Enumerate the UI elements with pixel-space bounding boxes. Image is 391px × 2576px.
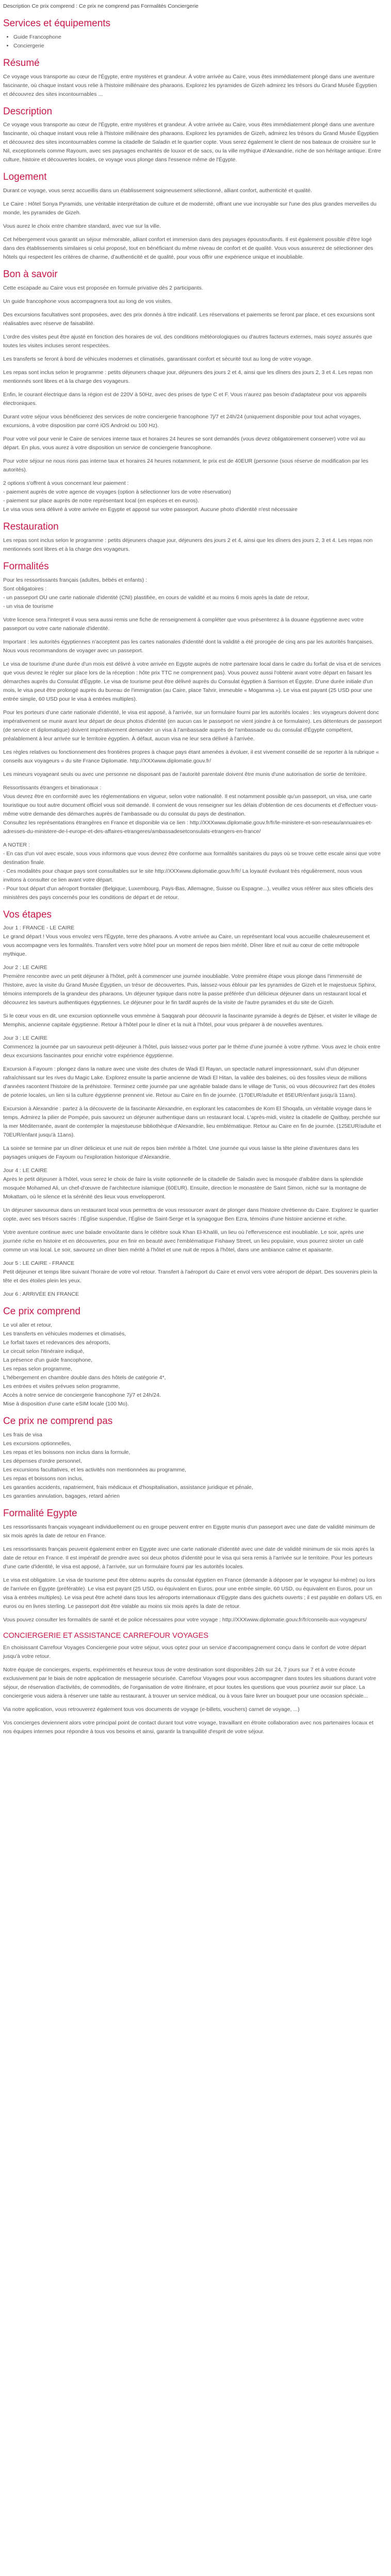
section-title-prix-ne-comprend: Ce prix ne comprend pas <box>3 1416 113 1427</box>
conciergerie-text-2: Notre équipe de concierges, experts, expérimentés et heureux tous de votre destination sont disponibles 24h sur 24, 7 jours sur 7 et à votre écoute exclusivement par le biais de notre application de messagerie sécurisée. Carrefour Voyages pour vous accompagner dans toutes les situations durant votre séjour, de réservation d'activités, de commodités, de l'organisation de votre itinéraire, et pour toutes les questions que vous pourriez avoir sur place. La conciergerie vous aidera à réserver une table au restaurant, à trouver un service médical, ou à vous faire livrer un bouquet pour une occasion spéciale... <box>3 1667 377 1700</box>
formalite-egypte-text-3: Le visa est obligatoire. Le visa de tourisme peut être obtenu auprès du consulat égyptien en France (demande à déposer par le voyageur lui-même) ou lors de l'arrivée en Égypte (préférable). Le visa est payant (25 USD, ou équivalent en Euros, pour une entrée simple, 60 USD, ou équivalent en Euros, pour un visa à entrées multiples). Le visa peut être acheté dans tous les aéroports internationaux d'Egypte dans des guichets ouverts ; il est payable en dollars US, en euros ou en livres sterling. Le passeport doit être valable au moins six mois après la date de retour. <box>3 1577 382 1609</box>
section-title-conciergerie: CONCIERGERIE ET ASSISTANCE CARREFOUR VOYAGES <box>3 1631 209 1640</box>
day3-text-4: La soirée se termine par un dîner délicieux et une nuit de repos bien méritée à l'hôtel. Une journée qui vous laisse la tête pleine d'aventures dans les paysages uniques de Fayoum ou l'exploration historique d'Alexandrie. <box>3 1145 359 1161</box>
day4-text-2: Un déjeuner savoureux dans un restaurant local vous permettra de vous ressourcer avant de plonger dans l'histoire chrétienne du Caire. Explorez le quartier copte, avec ses trésors sacrés : l'Église suspendue, l'Église de Saint-Serge et la synagogue Ben Ezra, témoins d'une histoire ancienne et riche. <box>3 1207 379 1223</box>
formalites-text-8: Pour les porteurs d'une carte nationale d'identité, le visa est apposé, à l'arrivée, sur un formulaire fourni par les autorités locales : les voyageurs doivent donc impérativement se munir avant leur départ de deux photos d'identité (en aucun cas le passeport ne vient joindre à ce formulaire). Les détenteurs de passeport (de service et diplomatique) doivent impérativement demander un visa à l'ambassade auprès de l'ambassade ou du consulat d'Égypte compétent, préalablement à leur arrivée sur le territoire égyptien. À défaut, aucun visa ne leur sera délivré à l'arrivée. <box>3 709 382 742</box>
formalite-egypte-text-4: Vous pouvez consulter les formalités de santé et de police nécessaires pour votre voyage : http://XXXwww.diplomatie.gouv.fr/fr/conseils-aux-voyageurs/ <box>3 1616 367 1623</box>
day4-title: Jour 4 : LE CAIRE <box>3 1167 47 1174</box>
list-item: Le vol aller et retour, <box>3 1322 53 1329</box>
day2-text-1: Première rencontre avec un petit déjeuner à l'hôtel, prêt à commencer une journée inoubliable. Votre première étape vous plonge dans l'immensité de l'histoire, avec la visite du Grand Musée Égyptien, un trésor de découvertes. Puis, laissez-vous éblouir par les pyramides de Gizeh et le majestueux Sphinx, témoins intemporels de la grandeur des pharaons. Un déjeuner typique dans notre la passe préférée d'un délicieux déjeuner dans un restaurant local et découvrez les saveurs authentiques égyptiennes. Le déjeuner pour le fin tardif auprès de la visite de l'autre pyramides et du site de Gizeh. <box>3 973 377 1006</box>
list-item: Les repas et les boissons non inclus dans la formule, <box>3 1449 131 1455</box>
day5-text: Petit déjeuner et temps libre suivant l'horaire de votre vol retour. Transfert à l'aéroport du Caire et envol vers votre aéroport de départ. Des souvenirs plein la tête et des étoiles plein les yeux. <box>3 1269 378 1284</box>
list-item: Le forfait taxes et redevances des aéroports, <box>3 1340 110 1346</box>
bon-a-savoir-text-4: L'ordre des visites peut être ajusté en fonction des horaires de vol, des conditions météorologiques ou d'autres facteurs externes, mais soyez assurés que toutes les visites incluses seront respectées. <box>3 333 372 349</box>
section-title-logement: Logement <box>3 172 47 183</box>
list-item: Accès à notre service de conciergerie francophone 7j/7 et 24h/24. <box>3 1392 161 1399</box>
restauration-text: Les repas sont inclus selon le programme : petits déjeuners chaque jour, déjeuners des jours 2 et 4, ainsi que les dîners des jours 2, 3 et 4. Les repas non mentionnés sont libres et à la charge des voyageurs. <box>3 537 373 552</box>
formalites-text-10: Les mineurs voyageant seuls ou avec une personne ne disposant pas de l'autorité parentale doivent être munis d'une autorisation de sortie de territoire. <box>3 771 367 777</box>
formalites-text-13: Consultez les représentations étrangères en France et disponible via ce lien : http://XXXwww.diplomatie.gouv.fr/fr/le-ministere-et-son-reseau/annuaires-et-adresses-du-ministere-de-l-europe-et-des-affaires-etrangeres/ambassadesetconsulats-etrangers-en-france/ <box>3 819 372 835</box>
formalites-text-11: Ressortissants étrangers et binationaux : <box>3 784 102 791</box>
tab-links: Description Ce prix comprend : Ce prix ne comprend pas Formalités Conciergerie <box>3 3 199 9</box>
formalites-text-2: Sont obligatoires : <box>3 585 47 592</box>
services-item-guide: • Guide Francophone <box>13 33 382 42</box>
formalites-text-9: Les règles relatives ou fonctionnement des frontières propres à chaque pays étant amenées à évoluer, il est vivement conseillé de se reporter à la rubrique « conseils aux voyageurs » du site France Diplomatie. http://XXXwww.diplomatie.gouv.fr/ <box>3 749 379 764</box>
formalites-text-7: Le visa de tourisme d'une durée d'un mois est délivré à votre arrivée en Egypte auprès de notre partenaire local dans le cadre du forfait de visa et de services que vous devrez le régler sur place lors de la réception : hôte prix TTC ne comprennent pas). Vous pouvez aussi l'obtenir avant votre départ en faisant les démarches auprès du Consulat d'Égypte. Le visa de tourisme peut être délivré auprès du Consulat égyptien à Sarrison et Égypte. D'une durée initiale d'un mois, le visa peut être prolongé auprès du bureau de l'immigration (au Caire, place Tahrir, immeuble « Mogamma »). Le visa est payant (25 USD pour une entrée simple, 60 USD pour le visa à entrées multiples). <box>3 660 381 702</box>
logement-text-4: Cet hébergement vous garantit un séjour mémorable, alliant confort et immersion dans des paysages époustouflants. Il est également possible d'être logé dans des établissements similaires si celui proposé, tout en bénéficiant du même niveau de confort et de qualité. Vous vous assurerez de sélectionner des hôtels qui respectent les critères de charme, d'authenticité et de qualité, pour vous offrir une expérience unique et inoubliable. <box>3 236 373 261</box>
formalites-text-4: - un visa de tourisme <box>3 603 54 609</box>
bon-a-savoir-text-1: Cette escapade au Caire vous est proposée en formule privative dès 2 participants. <box>3 284 203 291</box>
day2-text-2: Si le cœur vous en dit, une excursion optionnelle vous emmène à Saqqarah pour découvrir la fascinante pyramide à degrés de Djéser, et visiter le village de Memphis, ancienne capitale égyptienne. Retour à l'hôtel pour le dîner et la nuit à l'hôtel, pour vous préparer à de nouvelles aventures. <box>3 1013 377 1028</box>
list-item: Les transferts en véhicules modernes et climatisés, <box>3 1331 126 1337</box>
day3-text-3: Excursion à Alexandrie : partez à la découverte de la fascinante Alexandrie, en explorant les catacombes de Kom El Shoqafa, un véritable voyage dans le temps. Admirez la pilier de Pompée, puis savourez un déjeuner authentique dans un restaurant local. L'après-midi, visitez la citadelle de Qaitbay, perchée sur la mer Méditerranée, avant de contempler la majestueuse bibliothèque d'Alexandrie, lieu emblématique. Retour au Caire en fin de journée. (125EUR/adulte et 70EUR/enfant jusqu'à 11ans). <box>3 1106 381 1139</box>
formalites-text-14: A NOTER : <box>3 841 30 848</box>
bon-a-savoir-text-13: - paiement sur place auprès de notre représentant local (en espèces et en euros). <box>3 497 199 504</box>
bon-a-savoir-text-2: Un guide francophone vous accompagnera tout au long de vos visites. <box>3 298 172 304</box>
list-item: Le circuit selon l'itinéraire indiqué, <box>3 1348 85 1355</box>
section-title-services: Services et équipements <box>3 18 111 29</box>
day1-title: Jour 1 : FRANCE - LE CAIRE <box>3 925 75 931</box>
formalites-text-1: Pour les ressortissants français (adultes, bébés et enfants) : <box>3 577 147 583</box>
day5-title: Jour 5 : LE CAIRE - FRANCE <box>3 1260 75 1267</box>
section-title-prix-comprend: Ce prix comprend <box>3 1306 80 1317</box>
bon-a-savoir-text-11: 2 options s'offrent à vous concernant leur paiement : <box>3 480 129 486</box>
day6-title: Jour 6 : ARRIVÉE EN FRANCE <box>3 1291 79 1298</box>
conciergerie-text-4: Vos concierges deviennent alors votre principal point de contact durant tout votre voyage, travaillant en étroite collaboration avec nos partenaires locaux et nos équipes internes pour répondre à tous vos besoins et ainsi, garantir la tranquillité d'esprit de votre séjour. <box>3 1720 373 1735</box>
day3-title: Jour 3 : LE CAIRE <box>3 1035 47 1042</box>
list-item: L'hébergement en chambre double dans des hôtels de catégorie 4*, <box>3 1375 166 1381</box>
section-title-etapes: Vos étapes <box>3 909 52 920</box>
services-item-concierge: • Conciergerie <box>13 42 382 50</box>
section-title-restauration: Restauration <box>3 521 59 532</box>
day4-text-3: Votre aventure continue avec une balade envoûtante dans le célèbre souk Khan El-Khalili, un lieu où l'effervescence est inoubliable. Le soir, après une journée riche en histoire et en découvertes, pour en finir en beauté avec l'emblématique Fishawy Street, un lieu populaire, vous pourrez siroter un café comme un vrai local. Le soir, savourez un dîner bien mérité à l'hôtel et une nuit de repos à l'hôtel, dans une ambiance calme et apaisante. <box>3 1229 364 1253</box>
conciergerie-text-3: Via notre application, vous retrouverez également tous vos documents de voyage (e-billets, vouchers) carnet de voyage, ...) <box>3 1706 300 1713</box>
list-item: Les excursions facultatives, et les activités non mentionnées au programme, <box>3 1466 186 1473</box>
section-title-bon-a-savoir: Bon à savoir <box>3 269 58 280</box>
day2-title: Jour 2 : LE CAIRE <box>3 964 47 971</box>
list-item: Mise à disposition d'une carte eSIM locale (100 Mo). <box>3 1401 129 1408</box>
bon-a-savoir-text-9: Pour votre vol pour venir le Caire de services interne taux et horaires 24 heures se sont demandés (vous devez obligatoirement conserver) votre vol au départ. En plus, vous aurez à votre disposition un service de conciergerie francophone. <box>3 435 366 451</box>
formalites-text-12: Vous devrez être en conformité avec les réglementations en vigueur, selon votre nationalité. Il est notamment possible qu'un passeport, un visa, une carte touristique ou tout autre document officiel vous soit demandé. Il convient de vous renseigner sur les délais d'obtention de ces documents et d'effectuer vous-même votre demande des démarches auprès de l'ambassade ou du consulat du pays de destination. <box>3 793 378 817</box>
day3-text-1: Commencez la journée par un savoureux petit-déjeuner à l'hôtel, puis laissez-vous porter par le thème d'une journée à votre rythme. Vous avez le choix entre deux excursions fascinantes pour enrichir votre expérience égyptienne. <box>3 1044 381 1059</box>
section-title-formalites: Formalités <box>3 561 49 572</box>
formalite-egypte-text-2: Les ressortissants français peuvent également entrer en Egypte avec une carte nationale d'identité avec une date de validité minimum de six mois après la date de retour en France. Il est impératif de prendre avec soi deux photos d'identité pour le visa qui sera remis à l'arrivée sur le territoire. Pour les porteurs d'une carte d'identité, le visa est apposé, à l'arrivée, sur un formulaire fourni par les autorités locales. <box>3 1546 374 1570</box>
section-title-description: Description <box>3 106 53 117</box>
day4-text-1: Après le petit déjeuner à l'hôtel, vous serez le choix de faire la visite optionnelle de la citadelle de Saladin avec la mosquée d'albâtre dans la splendide mosquée Mohamed Ali, un chef-d'œuvre de l'architecture islamique (60EUR). Ensuite, direction le monastère de Saint Simon, niché sur la montagne de Mokattam, où le silence et la sérénité des lieux vous envelopperont. <box>3 1176 367 1200</box>
list-item: Les repas et boissons non inclus, <box>3 1475 84 1482</box>
day3-text-2: Excursion à Fayoum : plongez dans la nature avec une visite des chutes de Wadi El Rayan, un spectacle naturel impressionnant, suivi d'un déjeuner rafraîchissant sur les rives du Magic Lake. Explorez ensuite la partie ancienne de Wadi El Hitan, la vallée des baleines, où des fossiles vieux de millions d'années racontent l'histoire de la préhistoire. Terminez cette journée par une agréable balade dans le village de Tunis, où vous découvrirez l'art des étoiles de poterie locales, un lien si la culture égyptienne prennent vie. Retour au Caire en fin de journée. (170EUR/adulte et 85EUR/enfant jusqu'à 11ans). <box>3 1066 375 1099</box>
conciergerie-text-1: En choisissant Carrefour Voyages Conciergerie pour votre séjour, vous optez pour un service d'accompagnement conçu dans le confort de votre départ jusqu'à votre retour. <box>3 1645 366 1660</box>
list-item: Les garanties annulation, bagages, retard aérien <box>3 1493 120 1499</box>
bon-a-savoir-text-3: Des excursions facultatives sont proposées, avec des prix donnés à titre indicatif. Les réservations et paiements se feront par place, et ces excursions sont réalisables avec réserve de faisabilité. <box>3 311 375 327</box>
formalite-egypte-text-1: Les ressortissants français voyageant individuellement ou en groupe peuvent entrer en Egypte munis d'un passeport avec une date de validité minimum de six mois après la date de retour en France. <box>3 1523 376 1539</box>
list-item: Les excursions optionnelles, <box>3 1440 71 1447</box>
list-item: Les repas selon programme, <box>3 1366 72 1372</box>
bon-a-savoir-text-6: Les repas sont inclus selon le programme : petits déjeuners chaque jour, déjeuners des jours 2 et 4, ainsi que les dîners des jours 2, 3 et 4. Les repas non mentionnés sont libres et à la charge des voyageurs. <box>3 369 373 384</box>
list-item: Les entrées et visites prévues selon programme, <box>3 1383 120 1390</box>
list-item: Les dépenses d'ordre personnel, <box>3 1458 82 1464</box>
formalites-text-3: - un passeport OU une carte nationale d'identité (CNI) plastifiée, en cours de validité et au moins 6 mois après la date de retour, <box>3 594 309 601</box>
list-item: Les garanties accidents, rapatriement, frais médicaux et d'hospitalisation, assistance juridique et pénale, <box>3 1484 253 1490</box>
bon-a-savoir-text-8: Durant votre séjour vous bénéficierez des services de notre conciergerie francophone 7j/7 et 24h/24 (uniquement disponible pour tout achat voyages, excursions, à votre disposition par corré iOS Android ou 100 Hz). <box>3 413 362 429</box>
formalites-text-6: Important : les autorités égyptiennes n'acceptent pas les cartes nationales d'identité dont la validité a été prorogée de cinq ans par les autorités françaises. Nous vous recommandons de voyager avec un passeport. <box>3 638 373 654</box>
section-title-resume: Résumé <box>3 57 40 69</box>
prix-comprend-list <box>3 1321 382 1409</box>
bon-a-savoir-text-10: Pour votre séjour ne nous rions pas interne taux et horaires 24 heures notamment, le prix est de 40EUR (personne (sous réserve de modification par les autorités). <box>3 457 368 473</box>
list-item: Les frais de visa <box>3 1431 42 1438</box>
formalites-text-17: - Pour tout départ d'un aéroport frontalier (Belgique, Luxembourg, Pays-Bas, Allemagne, Suisse ou Espagne...), veuillez vous référer aux sites officiels des ministères des pays concernés pour les conditions de départ et de retour. <box>3 885 373 901</box>
formalites-text-5: Votre licence sera l'interpret il vous sera aussi remis une fiche de renseignement à compléter que vous présenterez à la douane égyptienne avec votre passeport ou votre carte nationale d'identité. <box>3 616 364 632</box>
formalites-text-15: - En cas d'un vol avec escale, sous vous informons que vous devrez être conforme aux formalités sanitaires du pays où se trouve cette escale ainsi que votre destination finale. <box>3 850 381 866</box>
resume-text: Ce voyage vous transporte au cœur de l'Égypte, entre mystères et grandeur. À votre arrivée au Caire, vous êtes immédiatement plongé dans une aventure fascinante, où chaque instant vous relie à l'histoire millénaire des pharaons. Explorez les pyramides de Gizeh admirez les trésors du Grand Musée Égyptien et découvrez des sites incontournables ... <box>3 73 377 97</box>
prix-ne-comprend-list <box>3 1431 382 1501</box>
logement-text-2: Le Caire : Hôtel Sonya Pyramids, une véritable interprétation de culture et de modernité, offrant une vue incroyable sur l'une des plus grandes merveilles du monde, les pyramides de Gizeh. <box>3 201 377 216</box>
bon-a-savoir-text-14: Le visa vous sera délivré à votre arrivée en Egypte et apposé sur votre passeport. Aucune photo d'identité n'est nécessaire <box>3 506 298 513</box>
section-title-formalite-egypte: Formalité Egypte <box>3 1507 77 1519</box>
description-text: Ce voyage vous transporte au cœur de l'Égypte, entre mystères et grandeur. À votre arrivée au Caire, vous êtes immédiatement plongé dans une aventure fascinante, où chaque instant vous relie à l'histoire millénaire des pharaons. Explorez les pyramides de Gizeh, admirez les trésors du Grand Musée Égyptien et découvrez des sites incontournables comme la citadelle de Saladin et le quartier copte. Vous serez également le client de nos bateaux de croisière sur le Nil, exceptionnels comme Rayoum, avec ses paysages enchantés de louxor et de sacs, ou la ville mythique d'Alexandrie, riche de son héritage antique. Entre culture, histoire et découvertes locales, ce voyage vous plonge dans l'essence même de l'Égypte. <box>3 122 381 163</box>
bon-a-savoir-text-7: Enfin, le courant électrique dans la région est de 220V à 50Hz, avec des prises de type C et F. Vous n'aurez pas besoin d'adaptateur pour vos appareils électroniques. <box>3 391 367 406</box>
services-list <box>3 33 382 50</box>
list-item: La présence d'un guide francophone, <box>3 1357 93 1364</box>
logement-text-1: Durant ce voyage, vous serez accueillis dans un établissement soigneusement sélectionné, alliant confort, authenticité et qualité. <box>3 188 312 194</box>
formalites-text-16: - Ces modalités pour chaque pays sont consultables sur le site http://XXXwww.diplomatie.gouv.fr/fr/ La loyauté évoluant très régulièrement, nous vous invitons à consulter ce lien avant votre départ. <box>3 868 363 883</box>
logement-text-3: Vous aurez le choix entre chambre standard, avec vue sur la ville. <box>3 223 161 230</box>
day1-text: Le grand départ ! Vous vous envolez vers l'Égypte, terre des pharaons. A votre arrivée au Caire, un représentant local vous accueille chaleureusement et vous accompagne vers les formalités. Transfert vers votre hôtel pour un moment de repos bien mérité. Dîner libre et nuit au cœur de cette métropole mythique. <box>3 934 370 958</box>
bon-a-savoir-text-5: Les transferts se feront à bord de véhicules modernes et climatisés, garantissant confort et sécurité tout au long de votre voyage. <box>3 355 313 362</box>
bon-a-savoir-text-12: - paiement auprès de votre agence de voyages (option à sélectionner lors de votre réservation) <box>3 488 231 495</box>
